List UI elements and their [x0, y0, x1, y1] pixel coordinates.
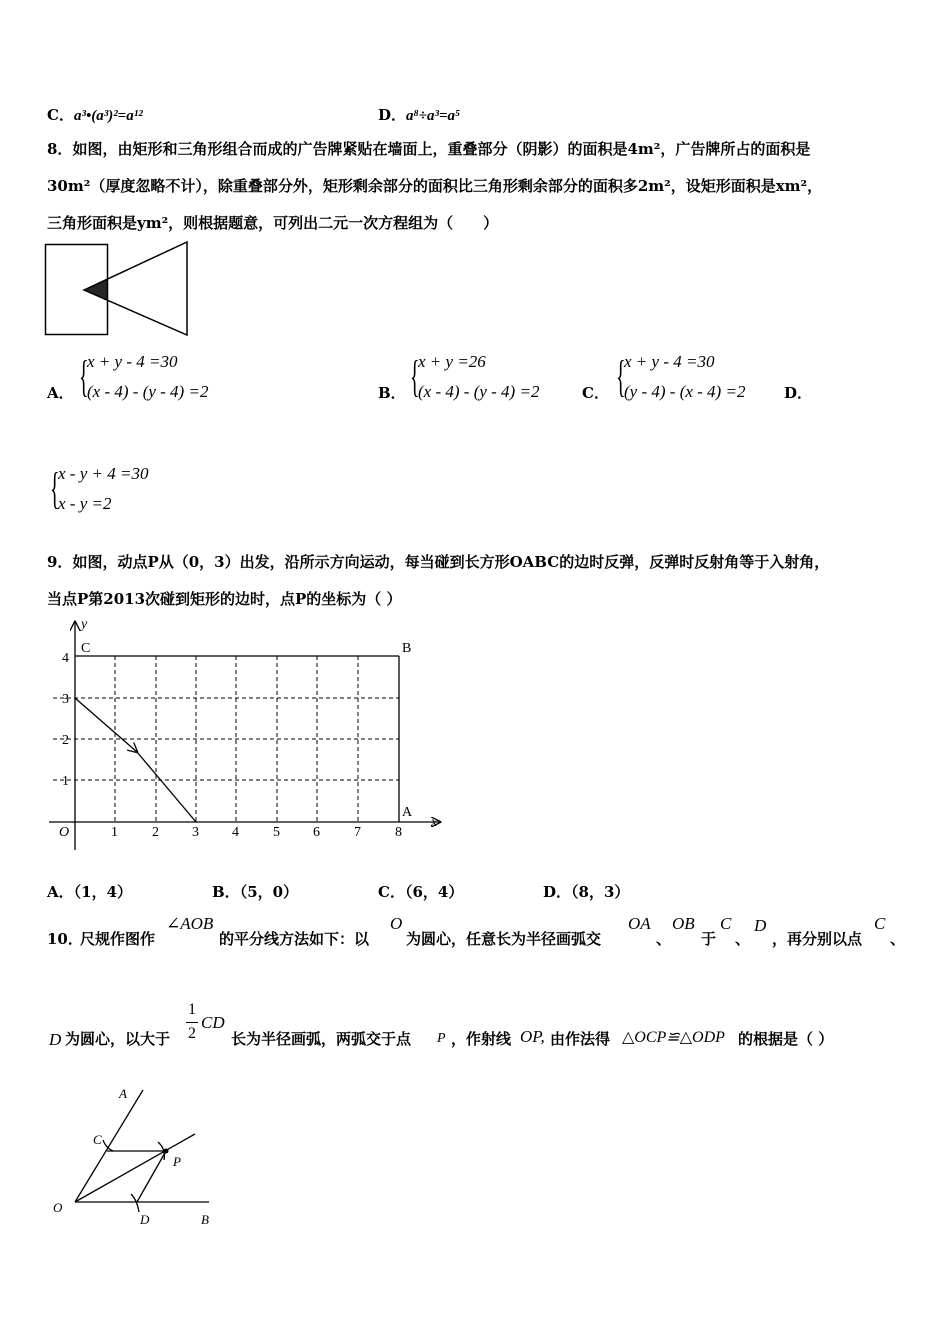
- x-tick: 7: [354, 825, 361, 840]
- overlap-shaded-region: [84, 279, 108, 301]
- q7-option-c: [47, 104, 143, 125]
- ray-oa: [75, 1090, 143, 1202]
- label-c: C: [93, 1132, 102, 1147]
- option-label: A．: [47, 883, 74, 901]
- q10-congruence: △OCP≌△ODP: [622, 1029, 725, 1046]
- q10-text: 尺规作图作: [80, 930, 156, 948]
- equation-2: (y - 4) - (x - 4) =2: [624, 382, 746, 401]
- q9-option-b: [212, 881, 298, 902]
- q10-point-c: C: [874, 914, 886, 933]
- q10-point-c: C: [720, 914, 732, 933]
- point-p-dot: [164, 1149, 169, 1154]
- q10-separator: 、: [890, 930, 906, 948]
- brace-icon: {: [50, 464, 60, 513]
- q9-option-a: [47, 881, 132, 902]
- q9-line2: 当点P第2013次碰到矩形的边时，点P的坐标为（ ）: [47, 590, 402, 608]
- corner-label-c: C: [81, 641, 91, 656]
- fraction-denominator: 2: [188, 1025, 196, 1042]
- q10-figure: [45, 1078, 225, 1238]
- x-tick: 6: [313, 825, 320, 840]
- q8-option-c-label: C．: [582, 384, 609, 402]
- grid-lines: [53, 656, 399, 822]
- q10-segment-oa: OA: [628, 914, 651, 933]
- q10-text: ，再分别以点: [772, 930, 863, 948]
- corner-label-b: B: [402, 641, 412, 656]
- q9-number: 9．: [47, 553, 73, 571]
- q8-option-c-system: [616, 352, 786, 412]
- fraction-bar: [186, 1022, 198, 1023]
- q10-text: 为圆心，任意长为半径画弧交: [406, 930, 602, 948]
- q8-option-d-label: D．: [784, 384, 813, 402]
- option-value: （6，4）: [404, 883, 464, 901]
- q10-text: ，作射线: [451, 1030, 512, 1048]
- x-tick: 3: [192, 825, 199, 840]
- q10-number: 10．: [47, 930, 83, 948]
- path-arrow: [75, 698, 137, 752]
- q10-ray-op: OP,: [520, 1027, 545, 1046]
- option-label: B．: [212, 883, 240, 901]
- q9-option-c: [378, 881, 463, 902]
- label-d: D: [140, 1212, 150, 1227]
- q8-option-b-system: [410, 352, 580, 412]
- q8-option-b-label: B．: [378, 384, 406, 402]
- label-p: P: [173, 1154, 181, 1169]
- y-tick: 4: [62, 651, 69, 666]
- q8-line3: 三角形面积是ym²，则根据题意，可列出二元一次方程组为（ ）: [47, 214, 499, 232]
- q7-c-expression: a³•(a³)²=a¹²: [73, 108, 143, 124]
- option-label: C．: [47, 106, 74, 124]
- corner-label-a: A: [402, 805, 413, 820]
- x-tick: 1: [111, 825, 118, 840]
- q10-point-d: D: [49, 1030, 62, 1049]
- q8-number: 8．: [47, 140, 73, 158]
- x-tick: 4: [232, 825, 239, 840]
- q8-option-d-system: [50, 464, 220, 524]
- brace-icon: {: [410, 352, 420, 401]
- arc-mark-d: [131, 1194, 139, 1212]
- option-value: （5，0）: [239, 883, 299, 901]
- y-tick: 2: [62, 733, 69, 748]
- x-tick: 2: [152, 825, 159, 840]
- q10-segment-cd: CD: [201, 1013, 225, 1032]
- equation-2: (x - 4) - (y - 4) =2: [87, 382, 209, 401]
- label-o: O: [53, 1200, 63, 1215]
- y-tick: 3: [62, 692, 69, 707]
- q9-line1: [47, 551, 829, 572]
- option-label: D．: [543, 883, 572, 901]
- q10-text: 于: [701, 930, 717, 948]
- q8-line1: [47, 138, 810, 159]
- option-label: C．: [378, 883, 405, 901]
- q8-option-a-system: [79, 352, 279, 412]
- y-tick: 1: [62, 774, 69, 789]
- brace-icon: {: [79, 352, 89, 401]
- q10-text: 长为半径画弧，两弧交于点: [231, 1030, 412, 1048]
- q10-text: 的平分线方法如下：以: [219, 930, 370, 948]
- origin-label: O: [59, 825, 70, 840]
- equation-1: x + y - 4 =30: [87, 352, 178, 371]
- x-tick: 8: [395, 825, 402, 840]
- q10-text: 由作法得: [550, 1030, 611, 1048]
- label-b: B: [201, 1212, 209, 1227]
- q10-point-d: D: [754, 916, 767, 935]
- equation-2: (x - 4) - (y - 4) =2: [418, 382, 540, 401]
- q9-option-d: [543, 881, 629, 902]
- y-axis-label: y: [81, 617, 88, 632]
- fraction-numerator: 1: [188, 1001, 196, 1018]
- y-tick-labels: [62, 651, 69, 789]
- equation-1: x + y =26: [418, 352, 486, 371]
- q10-point-o: O: [390, 914, 403, 933]
- q8-text-1: 如图，由矩形和三角形组合而成的广告牌紧贴在墙面上，重叠部分（阴影）的面积是4m²，广告牌所占的面积是: [72, 140, 811, 158]
- x-tick-labels: [111, 825, 402, 840]
- equation-1: x + y - 4 =30: [624, 352, 715, 371]
- option-value: （8，3）: [571, 883, 630, 901]
- q9-text-1: 如图，动点P从（0，3）出发，沿所示方向运动，每当碰到长方形OABC的边时反弹，反弹时反射角等于入射角，: [72, 553, 830, 571]
- q8-figure: [44, 240, 194, 340]
- q10-angle-aob: ∠AOB: [166, 914, 214, 933]
- q10-text: 为圆心，以大于: [65, 1030, 171, 1048]
- q7-d-expression: a⁸÷a³=a⁵: [406, 108, 461, 124]
- q10-separator: 、: [656, 930, 672, 948]
- q10-point-p: P: [437, 1031, 446, 1046]
- equation-1: x - y + 4 =30: [58, 464, 149, 483]
- option-value: （1，4）: [73, 883, 133, 901]
- q7-option-d: [378, 104, 460, 125]
- q8-line2: 30m²（厚度忽略不计），除重叠部分外，矩形剩余部分的面积比三角形剩余部分的面积多2m²，设矩形面积是xm²，: [47, 177, 823, 195]
- q10-separator: 、: [735, 930, 751, 948]
- equation-2: x - y =2: [58, 494, 112, 513]
- brace-icon: {: [616, 352, 626, 401]
- q10-segment-ob: OB: [672, 914, 695, 933]
- x-tick: 5: [273, 825, 280, 840]
- q8-option-a-label: A．: [47, 384, 74, 402]
- q9-coordinate-graph: [45, 614, 455, 854]
- path-segment: [137, 752, 196, 822]
- label-a: A: [119, 1086, 127, 1101]
- x-axis-label: x: [431, 815, 438, 830]
- option-label: D．: [378, 106, 407, 124]
- q10-text: 的根据是（ ）: [738, 1030, 834, 1048]
